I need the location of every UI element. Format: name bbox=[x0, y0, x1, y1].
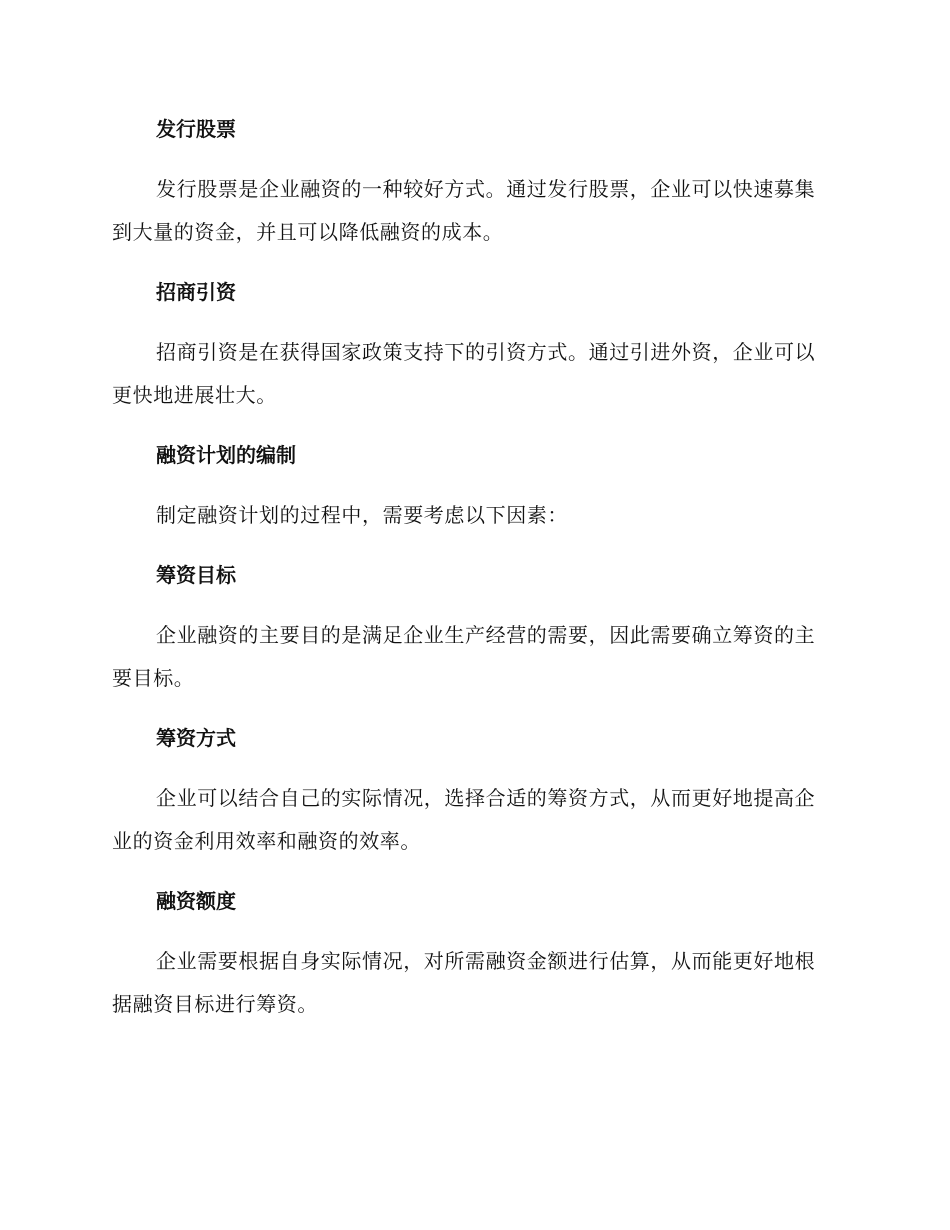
section-paragraph-issue-stock: 发行股票是企业融资的一种较好方式。通过发行股票，企业可以快速募集到大量的资金，并且可以降低融资的成本。 bbox=[112, 177, 816, 244]
section-heading-financing-plan: 融资计划的编制 bbox=[156, 443, 296, 467]
section-heading-financing-amount: 融资额度 bbox=[156, 889, 236, 913]
document-body bbox=[112, 110, 832, 1026]
section-heading-funding-goal: 筹资目标 bbox=[156, 563, 236, 587]
section-paragraph-funding-goal: 企业融资的主要目的是满足企业生产经营的需要，因此需要确立筹资的主要目标。 bbox=[112, 623, 816, 690]
section-paragraph-financing-amount: 企业需要根据自身实际情况，对所需融资金额进行估算，从而能更好地根据融资目标进行筹资。 bbox=[112, 949, 816, 1016]
section-paragraph-financing-plan: 制定融资计划的过程中，需要考虑以下因素： bbox=[156, 503, 568, 527]
section-paragraph-funding-method: 企业可以结合自己的实际情况，选择合适的筹资方式，从而更好地提高企业的资金利用效率和融资的效率。 bbox=[112, 786, 816, 853]
section-heading-funding-method: 筹资方式 bbox=[156, 726, 236, 750]
section-heading-issue-stock: 发行股票 bbox=[156, 117, 236, 141]
section-heading-investment-attraction: 招商引资 bbox=[156, 280, 236, 304]
section-paragraph-investment-attraction: 招商引资是在获得国家政策支持下的引资方式。通过引进外资，企业可以更快地进展壮大。 bbox=[112, 340, 816, 407]
